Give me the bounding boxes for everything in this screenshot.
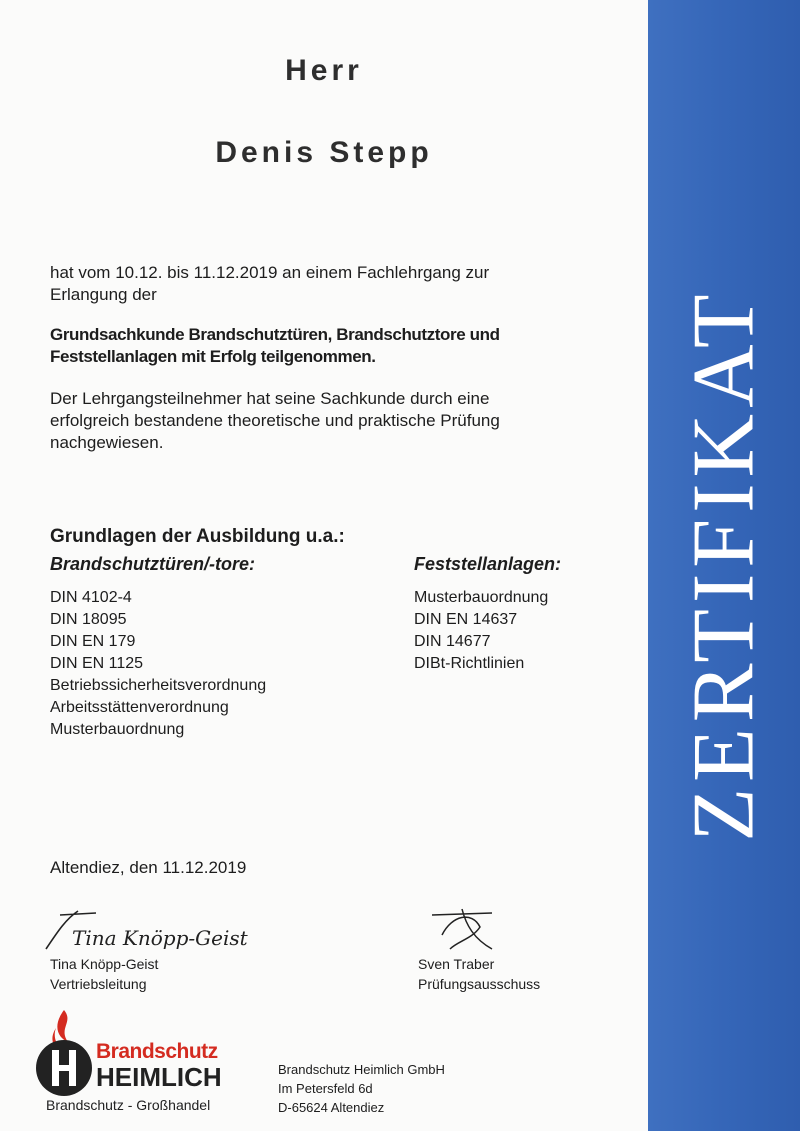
list-item: DIBt-Richtlinien bbox=[414, 655, 525, 672]
list-item: Musterbauordnung bbox=[50, 721, 185, 738]
left-list bbox=[50, 587, 266, 741]
statement-line: Der Lehrgangsteilnehmer hat seine Sachkunde durch eine bbox=[50, 389, 490, 408]
intro-line: Erlangung der bbox=[50, 285, 157, 304]
list-item: Betriebssicherheitsverordnung bbox=[50, 677, 267, 694]
signatory-role: Vertriebsleitung bbox=[50, 976, 147, 992]
list-item: DIN 18095 bbox=[50, 611, 127, 628]
intro-line: hat vom 10.12. bis 11.12.2019 an einem Fachlehrgang zur bbox=[50, 263, 490, 282]
course-line: Grundsachkunde Brandschutztüren, Brandschutztore und bbox=[50, 325, 500, 344]
course-paragraph bbox=[50, 324, 620, 368]
logo-brand-line2: HEIMLICH bbox=[96, 1062, 222, 1092]
signature-tina-image bbox=[38, 905, 248, 957]
company-city: D-65624 Altendiez bbox=[278, 1100, 385, 1115]
list-item: DIN 14677 bbox=[414, 633, 491, 650]
right-list bbox=[414, 587, 548, 675]
list-item: DIN EN 1125 bbox=[50, 655, 144, 672]
list-item: DIN 4102-4 bbox=[50, 589, 132, 606]
signatory-name: Sven Traber bbox=[418, 956, 495, 972]
statement-line: erfolgreich bestandene theoretische und praktische Prüfung bbox=[50, 411, 500, 430]
list-item: DIN EN 179 bbox=[50, 633, 136, 650]
logo-brand-line1: Brandschutz bbox=[96, 1040, 218, 1063]
course-line: Feststellanlagen mit Erfolg teilgenommen. bbox=[50, 347, 376, 366]
left-subheading: Brandschutztüren/-tore: bbox=[50, 554, 256, 574]
statement-line: nachgewiesen. bbox=[50, 433, 164, 452]
statement-paragraph bbox=[50, 388, 620, 454]
list-item: Arbeitsstättenverordnung bbox=[50, 699, 229, 716]
recipient-name: Denis Stepp bbox=[215, 136, 433, 169]
signatory-1 bbox=[50, 954, 158, 994]
logo-tagline: Brandschutz - Großhandel bbox=[46, 1097, 211, 1113]
list-item: DIN EN 14637 bbox=[414, 611, 518, 628]
zertifikat-title: ZERTIFIKAT bbox=[675, 288, 773, 842]
list-item: Musterbauordnung bbox=[414, 589, 549, 606]
signatory-name: Tina Knöpp-Geist bbox=[50, 956, 159, 972]
company-address bbox=[278, 1060, 445, 1117]
signature-tina-handwriting: Tina Knöpp-Geist bbox=[72, 926, 248, 950]
signatory-2 bbox=[418, 954, 540, 994]
signatory-role: Prüfungsausschuss bbox=[418, 976, 541, 992]
heimlich-logo-icon bbox=[28, 1006, 100, 1098]
right-subheading: Feststellanlagen: bbox=[414, 554, 562, 574]
place-date: Altendiez, den 11.12.2019 bbox=[50, 858, 247, 877]
salutation: Herr bbox=[285, 54, 363, 87]
signature-sven-image bbox=[422, 905, 502, 955]
basics-heading: Grundlagen der Ausbildung u.a.: bbox=[50, 526, 345, 547]
intro-paragraph bbox=[50, 262, 620, 306]
company-street: Im Petersfeld 6d bbox=[278, 1081, 373, 1096]
company-name: Brandschutz Heimlich GmbH bbox=[278, 1062, 445, 1077]
